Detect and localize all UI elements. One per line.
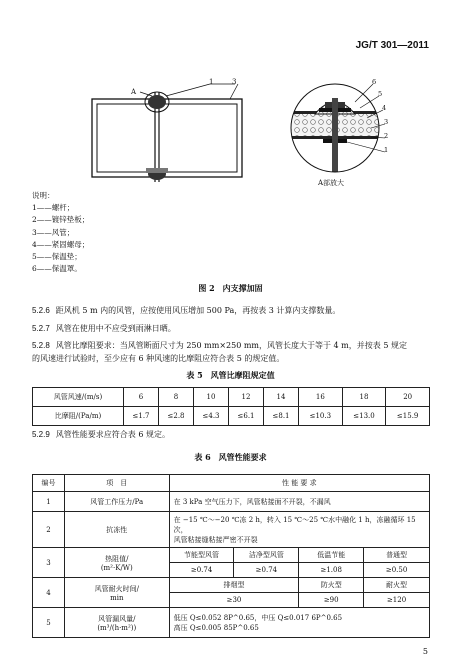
callout-A: A — [131, 88, 137, 96]
table5-cell: ≤4.3 — [194, 407, 229, 426]
row-item: 风管耐火时间/ min — [64, 578, 169, 608]
table-6-title: 表 6 风管性能要求 — [194, 452, 267, 462]
paragraph-5-2-6: 5.2.6 距风机 5 m 内的风管，应按使用风压增加 500 Pa，再按表 3 计算内支撑数量。 — [32, 306, 341, 315]
subheader: 洁净型风管 — [234, 548, 299, 563]
callout-1-right: 1 — [384, 146, 389, 154]
paragraph-5-2-7: 5.2.7 风管在使用中不应受到雨淋日晒。 — [32, 324, 176, 333]
value-cell: ≥0.50 — [364, 563, 430, 578]
figure-legend — [32, 190, 89, 275]
clause-number: 5.2.6 — [32, 306, 50, 315]
row-no: 5 — [33, 608, 65, 638]
table-6 — [32, 474, 430, 638]
subheader: 排烟型 — [169, 578, 299, 593]
header-requirement: 性 能 要 求 — [169, 475, 429, 492]
page-number: 5 — [422, 647, 428, 656]
value-cell: ≥0.74 — [169, 563, 234, 578]
value-cell: ≥90 — [299, 593, 364, 608]
header-no: 编号 — [33, 475, 65, 492]
clause-number: 5.2.8 — [32, 341, 50, 350]
table5-row-label: 风管风速/(m/s) — [33, 388, 124, 407]
row-no: 3 — [33, 548, 65, 578]
subheader: 低温节能 — [299, 548, 364, 563]
callout-2-right: 2 — [384, 132, 389, 140]
table5-cell: ≤8.1 — [264, 407, 299, 426]
table5-cell: ≤1.7 — [124, 407, 159, 426]
row-item: 风管漏风量/ (m³/(h·m²)) — [64, 608, 169, 638]
legend-title: 说明： — [32, 191, 55, 200]
value-cell: ≥30 — [169, 593, 299, 608]
table-5 — [32, 387, 430, 426]
legend-item: 1——螺杆； — [32, 203, 75, 213]
table5-cell: ≤6.1 — [229, 407, 264, 426]
legend-item: 4——紧固螺母； — [32, 239, 90, 249]
table5-cell: ≤13.0 — [342, 407, 386, 426]
table-5-title: 表 5 风管比摩阻规定值 — [186, 370, 275, 380]
value-cell: ≥1.08 — [299, 563, 364, 578]
subheader: 普通型 — [364, 548, 430, 563]
row-requirement: 在 3 kPa 空气压力下，风管粘接面不开裂，不漏风 — [169, 492, 429, 512]
table5-cell: ≤15.9 — [386, 407, 430, 426]
table5-cell: 6 — [124, 388, 159, 407]
legend-item: 5——保温垫； — [32, 252, 82, 262]
callout-4-right: 4 — [382, 104, 387, 112]
clause-number: 5.2.7 — [32, 324, 50, 333]
callout-3-right: 3 — [384, 118, 389, 126]
legend-item: 6——保温罩。 — [32, 264, 82, 274]
table5-row-label: 比摩阻/(Pa/m) — [33, 407, 124, 426]
table5-cell: ≤10.3 — [299, 407, 343, 426]
row-item: 热阻值/ (m²·K/W) — [64, 548, 169, 578]
table5-cell: 8 — [159, 388, 194, 407]
row-item: 抗冻性 — [64, 512, 169, 548]
legend-item: 3——风管； — [32, 227, 75, 237]
table5-cell: 16 — [299, 388, 343, 407]
subheader: 防火型 — [299, 578, 364, 593]
row-requirement: 低压 Q≤0.052 8P^0.65，中压 Q≤0.017 6P^0.65 高压 Q≤0.005 85P^0.65 — [169, 608, 429, 638]
table5-cell: 18 — [342, 388, 386, 407]
row-requirement: 在 −15 ℃～−20 ℃冻 2 h，转入 15 ℃～25 ℃水中融化 1 h，冻融循环 15 次， 风管粘接缝粘接严密不开裂 — [169, 512, 429, 548]
subheader: 节能型风管 — [169, 548, 234, 563]
table5-cell: 20 — [386, 388, 430, 407]
row-item: 风管工作压力/Pa — [64, 492, 169, 512]
header-item: 项 目 — [64, 475, 169, 492]
row-no: 1 — [33, 492, 65, 512]
paragraph-5-2-8: 5.2.8 风管比摩阻要求：当风管断面尺寸为 250 mm×250 mm，风管长度大于等于 4 m，并按表 5 规定 的风速进行试验时，至少应有 6 种风速的比摩阻应符合表 5 的规定值。 — [32, 341, 407, 363]
detail-label: A部放大 — [318, 179, 345, 187]
table5-cell: 10 — [194, 388, 229, 407]
clause-number: 5.2.9 — [32, 430, 50, 439]
value-cell: ≥120 — [364, 593, 430, 608]
row-no: 4 — [33, 578, 65, 608]
value-cell: ≥0.74 — [234, 563, 299, 578]
callout-5-right: 5 — [378, 90, 383, 98]
table5-cell: 12 — [229, 388, 264, 407]
table5-cell: 14 — [264, 388, 299, 407]
callout-3-left: 3 — [232, 78, 237, 86]
row-no: 2 — [33, 512, 65, 548]
callout-1-left: 1 — [209, 78, 214, 86]
duct-cross-section-figure — [70, 72, 250, 182]
subheader: 耐火型 — [364, 578, 430, 593]
table5-cell: ≤2.8 — [159, 407, 194, 426]
callout-6-right: 6 — [372, 78, 377, 86]
legend-item: 2——镀锌垫板； — [32, 215, 90, 225]
figure-caption: 图 2 内支撑加固 — [198, 283, 263, 293]
paragraph-5-2-9: 5.2.9 风管性能要求应符合表 6 规定。 — [32, 430, 170, 439]
standard-number: JG/T 301—2011 — [355, 40, 429, 51]
